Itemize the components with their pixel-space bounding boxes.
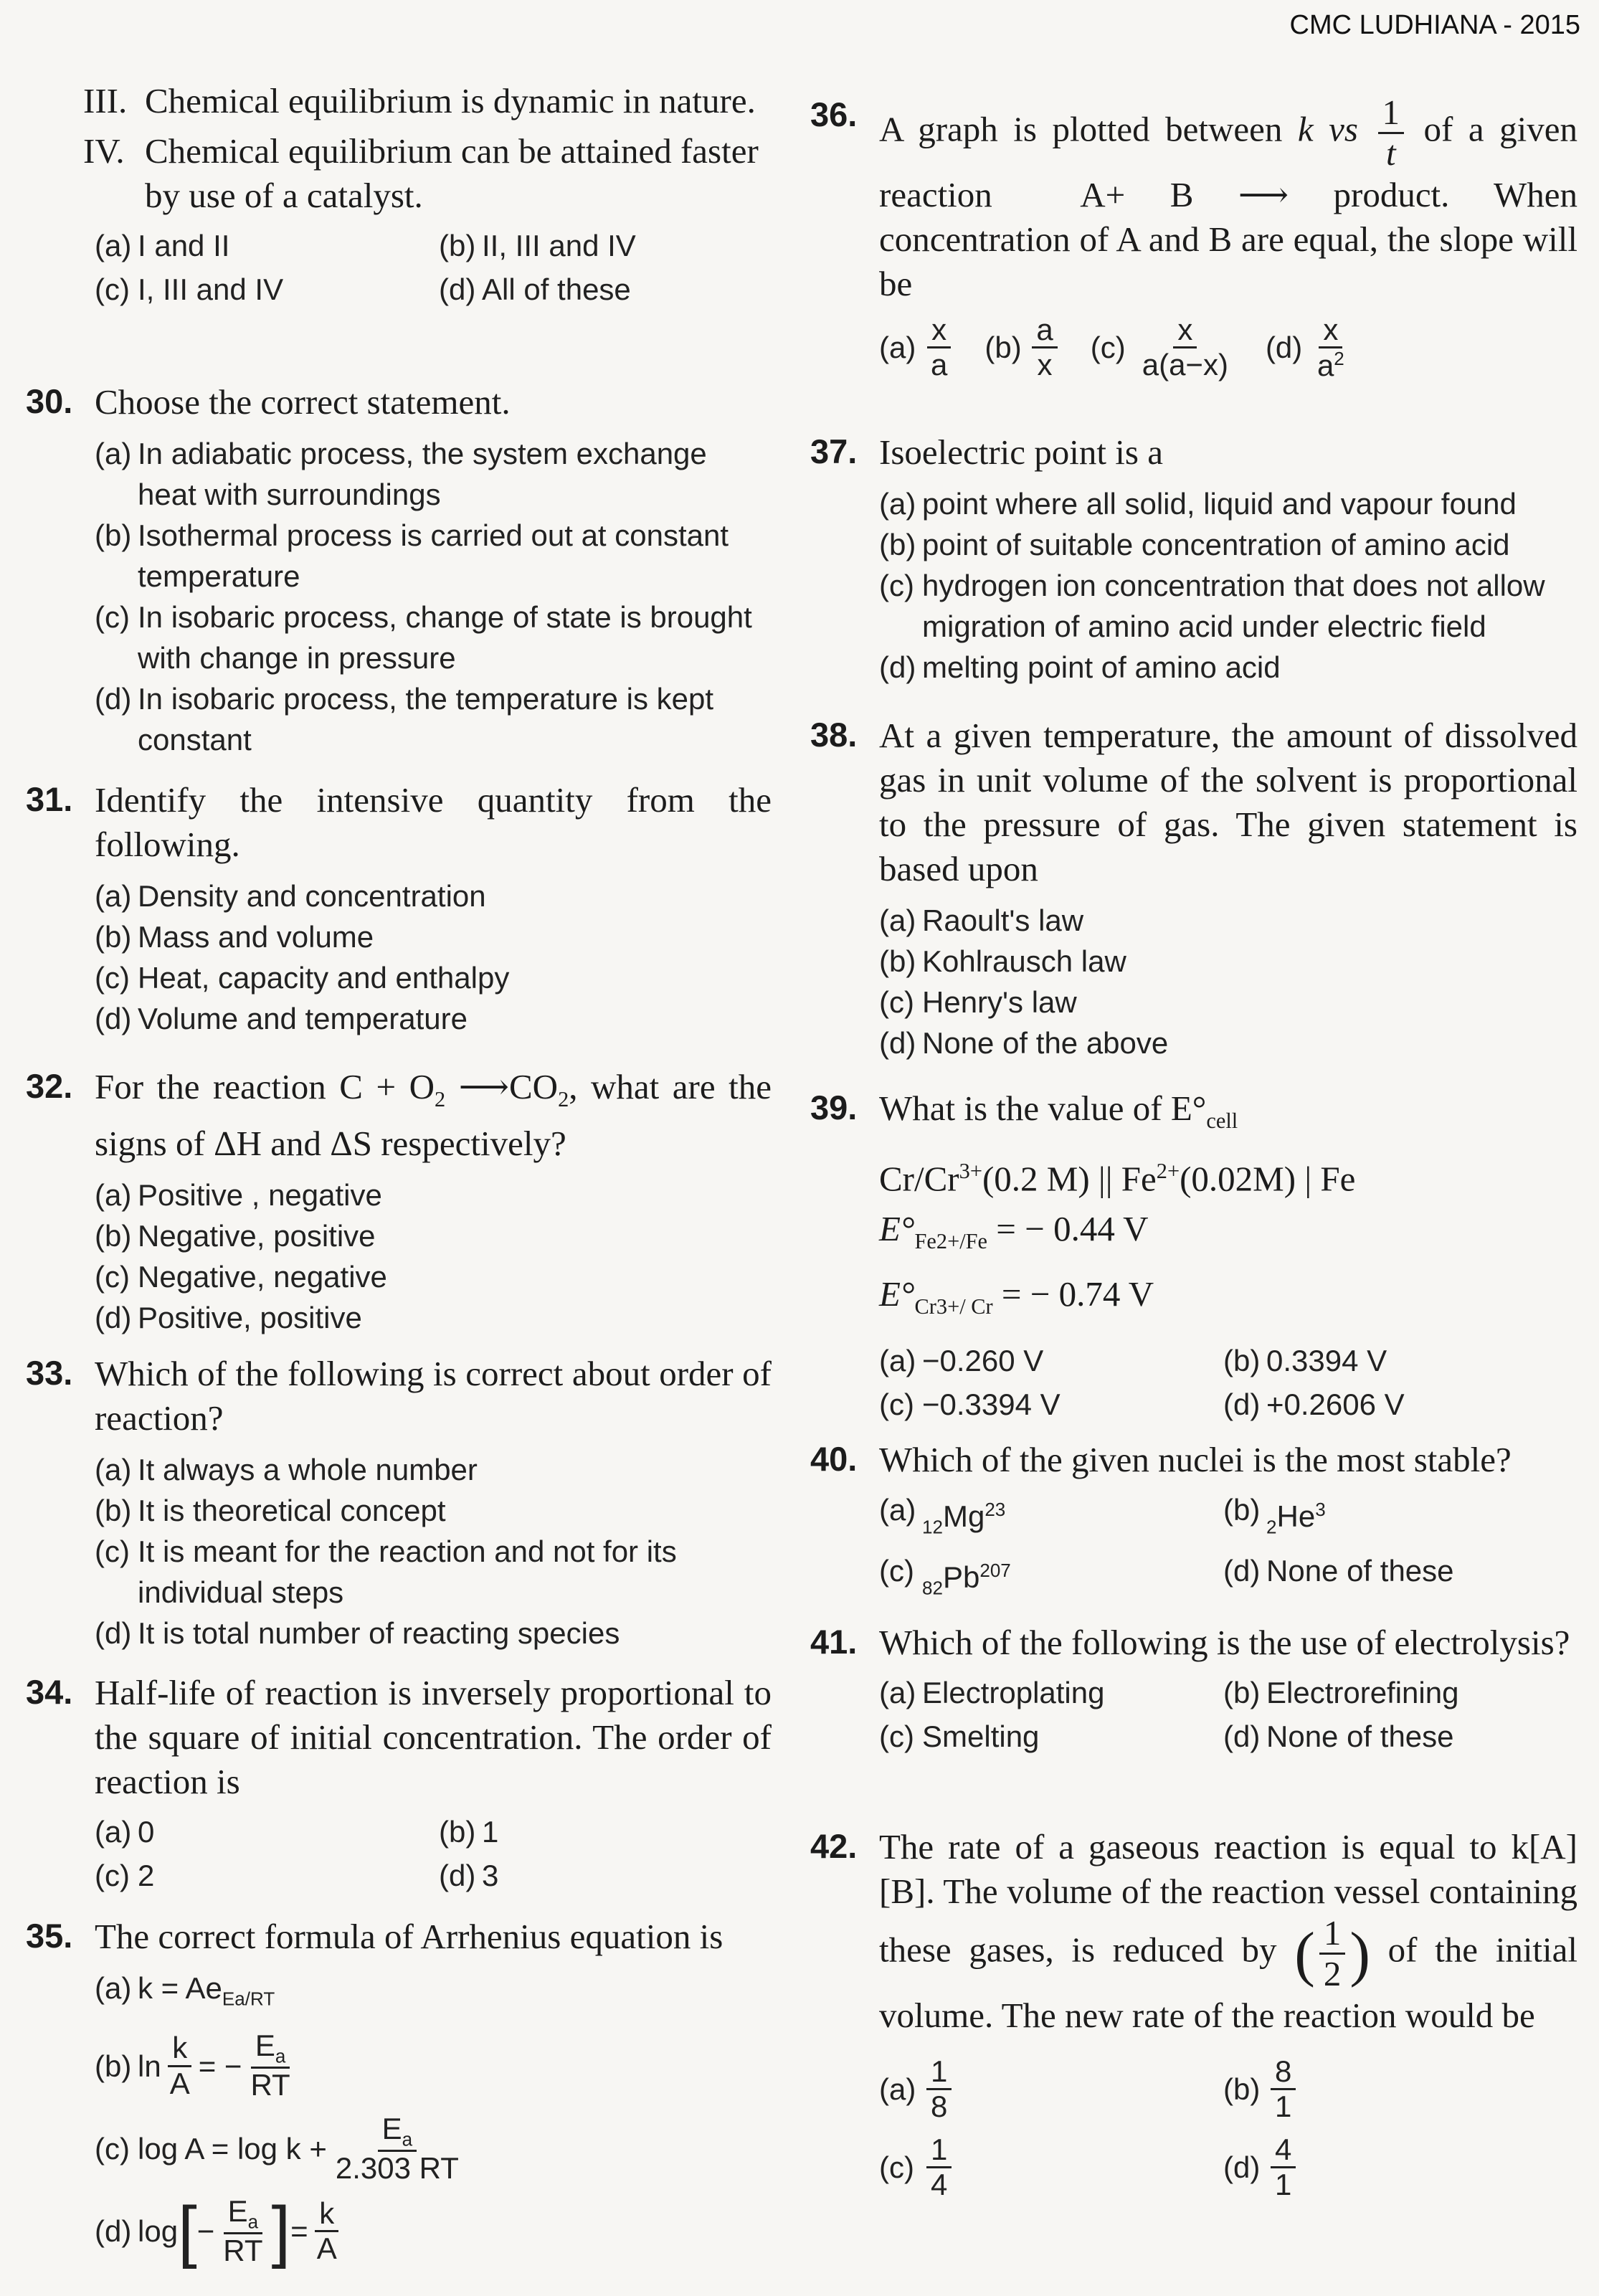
option-c: (c) 2 (95, 1859, 155, 1892)
option-b: (b) It is theoretical concept (95, 1494, 446, 1527)
option-b: (b) point of suitable concentration of amino acid (879, 528, 1510, 561)
option-b: (b) $\frac{8}{1}$ (1223, 2055, 1577, 2123)
question-39 (810, 1086, 1577, 1428)
question-text: For the reaction $C + O_2$ $⟶CO_2$, what are the signs of ΔH and ΔS respectively? (95, 1067, 772, 1163)
option-a: (a) Electroplating (879, 1676, 1105, 1709)
option-a: (a) I and II (95, 229, 230, 262)
question-34 (26, 1671, 772, 1899)
option-d: (d) None of these (1223, 1554, 1454, 1588)
question-37 (810, 430, 1577, 688)
option-a: (a) It always a whole number (95, 1453, 478, 1486)
question-31 (26, 778, 772, 1039)
question-text: Choose the correct statement. (95, 382, 511, 422)
option-d: (d) melting point of amino acid (879, 650, 1281, 684)
option-c: (c) $\frac{x}{a(a-x)}$ (1090, 313, 1228, 382)
question-text: Isoelectric point is a (879, 432, 1163, 472)
option-b: (b) 0.3394 V (1223, 1343, 1387, 1377)
statement-number: III. (83, 81, 128, 120)
option-d: (d) 3 (439, 1859, 499, 1892)
option-b: (b) 1 (439, 1815, 499, 1849)
question-36 (810, 93, 1577, 382)
question-30 (26, 380, 772, 760)
question-text: Half-life of reaction is inversely proportional to the square of initial concentration. The order of reaction is (95, 1673, 772, 1801)
option-c: (c) $\frac{1}{4}$ (879, 2133, 1223, 2201)
question-text: Identify the intensive quantity from the following. (95, 780, 772, 864)
question-40 (810, 1438, 1577, 1612)
question-text: The correct formula of Arrhenius equation is (95, 1917, 723, 1956)
option-b: (b) II, III and IV (439, 229, 636, 262)
question-number: 42. (810, 1827, 858, 1865)
option-b: (b) $\frac{a}{x}$ (984, 313, 1061, 382)
option-d: (d) All of these (439, 272, 631, 306)
statement-text: Chemical equilibrium can be attained faster by use of a catalyst. (145, 131, 759, 215)
question-number: 38. (810, 716, 858, 754)
option-d: (d) None of the above (879, 1026, 1169, 1060)
question-32 (26, 1065, 772, 1338)
question-text: Which of the given nuclei is the most stable? (879, 1440, 1512, 1479)
option-d: (d) It is total number of reacting species (95, 1616, 620, 1650)
question-number: 30. (26, 382, 73, 420)
option-c: (c) −0.3394 V (879, 1387, 1061, 1421)
option-a: (a) In adiabatic process, the system exchange heat with surroundings (95, 437, 707, 511)
question-text: Which of the following is correct about order of reaction? (95, 1354, 772, 1438)
electrode-potential-cr: $E^\circ_{Cr3+/ Cr}$ = − 0.74 V (879, 1273, 1154, 1319)
option-c: (c) $_{82}Pb^{207}$ (879, 1554, 1011, 1599)
option-c: (c) log A = log k + $\frac{E_a}{2.303 RT}$ (95, 2111, 459, 2185)
question-number: 39. (810, 1088, 858, 1126)
question-35 (26, 1915, 772, 2267)
option-c: (c) Heat, capacity and enthalpy (95, 961, 510, 995)
question-33 (26, 1352, 772, 1654)
cell-notation: $Cr/Cr^{3+}(0.2$ M) || $Fe^{2+}(0.02M)$ | Fe (879, 1158, 1356, 1199)
option-c: (c) I, III and IV (95, 272, 284, 306)
option-b: (b) Mass and volume (95, 920, 374, 954)
option-a: (a) Density and concentration (95, 879, 486, 913)
question-text: The rate of a gaseous reaction is equal to k[A] [B]. The volume of the reaction vessel containing these gases, is reduced by ( $\frac{1}{2}$ ) of the initial volume. The new rate of the reaction would be (879, 1827, 1578, 2035)
question-number: 33. (26, 1354, 73, 1392)
question-number: 41. (810, 1623, 858, 1661)
option-d: (d) Positive, positive (95, 1300, 362, 1334)
option-a: (a) $k = Ae_{Ea/RT}$ (95, 1971, 275, 2010)
option-a: (a) $\frac{x}{a}$ (879, 313, 956, 382)
option-b: (b) Electrorefining (1223, 1676, 1459, 1709)
question-number: 36. (810, 95, 858, 133)
question-number: 40. (810, 1440, 858, 1478)
page-header: CMC LUDHIANA - 2015 (1289, 10, 1580, 40)
option-d: (d) In isobaric process, the temperature is kept constant (95, 682, 714, 756)
option-a: (a) point where all solid, liquid and vapour found (879, 487, 1517, 521)
question-text: A graph is plotted between k vs $\frac{1}{t}$ of a given reaction A+ B ⟶ product. When concentration of A and B are equal, the slope will be (879, 92, 1578, 303)
option-c: (c) It is meant for the reaction and not for its individual steps (95, 1534, 677, 1609)
option-a: (a) 0 (95, 1815, 155, 1849)
question-29-continued (26, 79, 772, 313)
option-d: (d) log [ − $\frac{E_a}{RT}$ ] = $\frac{k}{A}$ (95, 2195, 772, 2267)
option-b: (b) ln $\frac{k}{A}$ = − $\frac{E_a}{RT}$ (95, 2029, 290, 2102)
option-d: (d) Volume and temperature (95, 1002, 468, 1035)
option-c: (c) hydrogen ion concentration that does not allow migration of amino acid under electric field (879, 569, 1545, 643)
option-b: (b) $_2He^3$ (1223, 1493, 1326, 1538)
question-42 (810, 1825, 1577, 2205)
option-a: (a) $_{12}Mg^{23}$ (879, 1493, 1006, 1538)
option-a: (a) Raoult's law (879, 903, 1084, 937)
option-a: (a) $\frac{1}{8}$ (879, 2055, 1223, 2123)
option-a: (a) Positive , negative (95, 1177, 382, 1212)
question-text: Which of the following is the use of electrolysis? (879, 1623, 1570, 1662)
option-d: (d) $\frac{x}{a^2}$ (1265, 312, 1344, 382)
question-38 (810, 713, 1577, 1063)
option-b: (b) Kohlrausch law (879, 944, 1126, 978)
option-a: (a) −0.260 V (879, 1343, 1044, 1377)
option-b: (b) Negative, positive (95, 1218, 376, 1253)
question-number: 34. (26, 1673, 73, 1711)
option-d: (d) None of these (1223, 1719, 1454, 1753)
option-c: (c) Henry's law (879, 985, 1077, 1019)
option-c: (c) In isobaric process, change of state is brought with change in pressure (95, 600, 752, 675)
question-number: 35. (26, 1917, 73, 1955)
question-41 (810, 1621, 1577, 1760)
statement-text: Chemical equilibrium is dynamic in nature. (145, 81, 756, 120)
question-number: 37. (810, 432, 858, 470)
question-text: What is the value of $E^\circ_{cell}$ (879, 1088, 1238, 1133)
option-c: (c) Negative, negative (95, 1259, 387, 1294)
question-number: 32. (26, 1067, 73, 1105)
option-d: (d) $\frac{4}{1}$ (1223, 2133, 1577, 2201)
question-text: At a given temperature, the amount of dissolved gas in unit volume of the solvent is proportional to the pressure of gas. The given statement is based upon (879, 716, 1577, 888)
electrode-potential-fe: $E^\circ_{Fe2+/Fe}$ = − 0.44 V (879, 1209, 1149, 1253)
statement-number: IV. (83, 131, 125, 171)
option-b: (b) Isothermal process is carried out at constant temperature (95, 518, 729, 593)
option-c: (c) Smelting (879, 1719, 1040, 1753)
option-d: (d) +0.2606 V (1223, 1387, 1405, 1421)
question-number: 31. (26, 780, 73, 818)
